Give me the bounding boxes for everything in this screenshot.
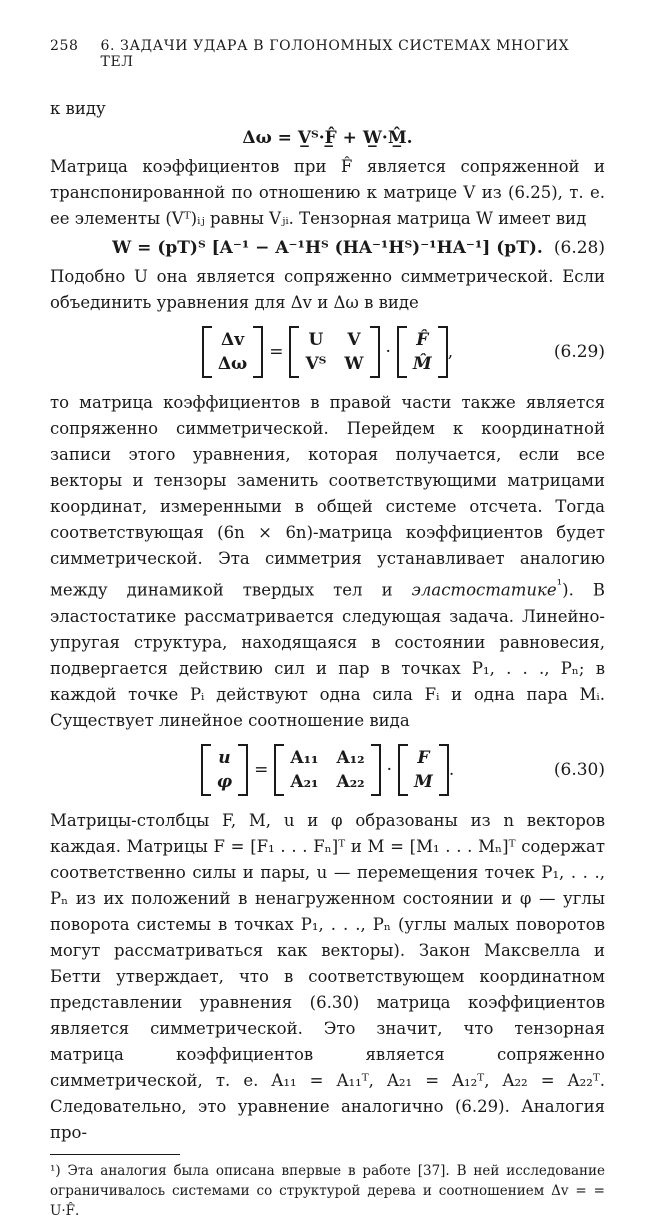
equation-domega: Δω = V̲ᵀ·F̲̂ + W̲·M̲̂. [242, 128, 413, 148]
matrix-cell: V [347, 330, 361, 350]
footnote-marker: ¹ [556, 577, 563, 593]
footnote: ¹) Эта аналогия была описана впервые в работе [37]. В ней исследование ограничивалось системами со структурой дерева и соотношением Δv = = U·F̂. [50, 1162, 605, 1219]
matrix-cell: A₂₁ [290, 771, 319, 792]
emphasis-elastostatics: эластостатике [411, 580, 557, 600]
matrix-cell: F̂ [416, 330, 429, 350]
matrix-rhs [397, 326, 448, 378]
paragraph-3-start: то матрица коэффициентов в правой части также является сопряженно симметрической. Перейдем к координатной записи этого уравнения, которая получается, если все векторы и тензоры заменить соответствующими матрицами координат, измеренными в общей системе отсчета. Тогда соответствующая (6n × 6n)-матрица коэффициентов будет симметрической. Эта симметрия устанавливает аналогию между динамикой твердых тел и [50, 393, 605, 600]
page [50, 38, 605, 1221]
matrix-cell: Δv [221, 330, 245, 350]
equation-6-28-body: W = (pT)ᵀ [A⁻¹ − A⁻¹Hᵀ (HA⁻¹Hᵀ)⁻¹HA⁻¹] (pT). [112, 238, 543, 258]
equation-6-28 [50, 234, 605, 262]
matrix-cell: Δω [217, 354, 248, 374]
matrix-cell: Vᵀ [305, 354, 327, 374]
matrix-cell: φ [216, 771, 233, 792]
matrix-rhs [398, 744, 449, 796]
matrix-coefficients [274, 744, 380, 796]
matrix-cell: F [417, 747, 430, 768]
matrix-cell: M [414, 771, 433, 792]
footnote-divider [50, 1154, 180, 1155]
matrix-cell: A₁₂ [336, 747, 365, 768]
intro-text: к виду [50, 99, 106, 118]
matrix-lhs [201, 744, 248, 796]
matrix-cell: A₂₂ [336, 771, 365, 792]
matrix-coefficients [289, 326, 379, 378]
equation-6-29-number: (6.29) [553, 342, 605, 362]
matrix-cell: M̂ [412, 354, 432, 374]
matrix-lhs [202, 326, 263, 378]
equation-trailing-punctuation: , [447, 342, 454, 362]
equation-6-28-number: (6.28) [553, 238, 605, 258]
paragraph-1: Матрица коэффициентов при F̂ является сопряженной и транспонированной по отношению к матрице V из (6.25), т. е. ее элементы (Vᵀ)ᵢⱼ равны Vⱼᵢ. Тензорная матрица W имеет вид [50, 157, 605, 228]
matrix-cell: u [218, 747, 231, 768]
matrix-cell: A₁₁ [290, 747, 319, 768]
matrix-cell: W [344, 354, 364, 374]
matrix-cell: U [308, 330, 324, 350]
equation-trailing-punctuation: . [448, 759, 455, 780]
paragraph-3-end: ). В эластостатике рассматривается следующая задача. Линейно-упругая структура, находящаяся в состоянии равновесия, подвергается действию сил и пар в точках P₁, . . ., Pₙ; в каждой точке Pᵢ действуют одна сила Fᵢ и одна пара Mᵢ. Существует линейное соотношение вида [50, 580, 605, 730]
running-header [50, 38, 605, 70]
paragraph-2: Подобно U она является сопряженно симметрической. Если объединить уравнения для Δv и Δω в виде [50, 267, 605, 312]
equation-6-29: Δv Δω = U V Vᵀ W · F̂ M̂ , (6.29) [50, 326, 605, 378]
equation-6-30: u φ = A₁₁ A₁₂ A₂₁ A₂₂ · F M . (6.30) [50, 744, 605, 796]
equation-6-30-number: (6.30) [553, 759, 605, 780]
page-number: 258 [50, 38, 79, 54]
paragraph-3 [50, 390, 605, 734]
running-title: 6. ЗАДАЧИ УДАРА В ГОЛОНОМНЫХ СИСТЕМАХ МНОГИХ ТЕЛ [100, 38, 570, 70]
paragraph-4: Матрицы-столбцы F, M, u и φ образованы из n векторов каждая. Матрицы F = [F₁ . . . Fₙ]ᵀ и M = [M₁ . . . Mₙ]ᵀ содержат соответственно силы и пары, u — перемещения точек P₁, . . ., Pₙ из их положений в ненагруженном состоянии и φ — углы поворота системы в точках P₁, . . ., Pₙ (углы малых поворотов могут рассматриваться как векторы). Закон Максвелла и Бетти утверждает, что в соответствующем координатном представлении уравнения (6.30) матрица коэффициентов является симметрической. Это значит, что тензорная матрица коэффициентов является сопряженно симметрической, т. е. A₁₁ = A₁₁ᵀ, A₂₁ = A₁₂ᵀ, A₂₂ = A₂₂ᵀ. Следовательно, это уравнение аналогично (6.29). Аналогия про- [50, 810, 605, 1142]
